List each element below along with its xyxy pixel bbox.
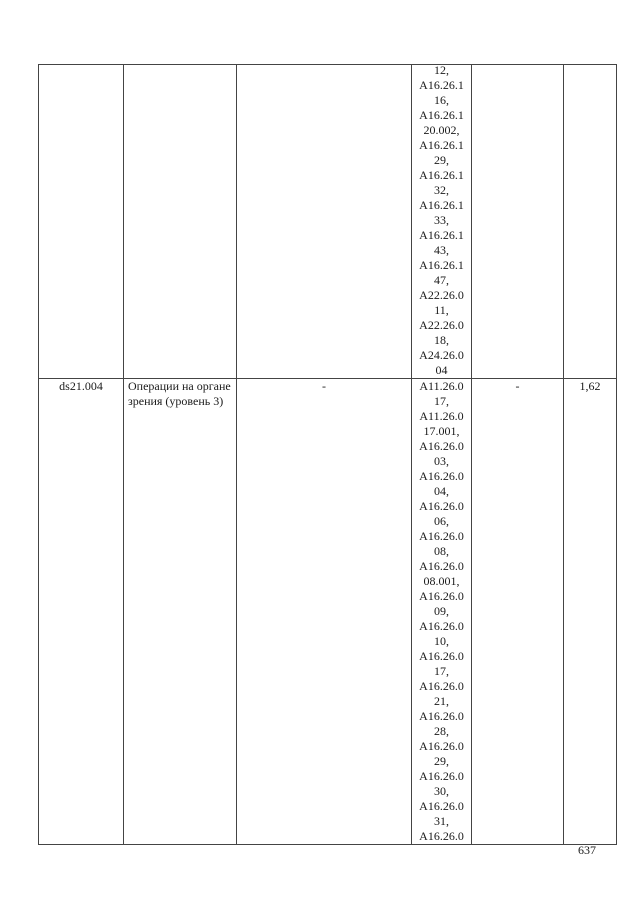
service-code-line: 17.001, — [423, 424, 460, 438]
service-code-line: 17, — [434, 394, 449, 408]
service-code-line: A16.26.1 — [419, 138, 464, 152]
service-code-line: A16.26.0 — [419, 619, 464, 633]
service-code-line: 09, — [434, 604, 449, 618]
service-code-line: A16.26.0 — [419, 799, 464, 813]
service-code-line: 16, — [434, 93, 449, 107]
service-code-line: A16.26.0 — [419, 649, 464, 663]
code-cell — [39, 65, 124, 379]
service-code-line: 11, — [434, 303, 449, 317]
service-code-line: 21, — [434, 694, 449, 708]
service-code-line: 29, — [434, 754, 449, 768]
service-code-line: 33, — [434, 213, 449, 227]
service-code-line: 08.001, — [423, 574, 460, 588]
service-code-line: A16.26.0 — [419, 769, 464, 783]
service-code-line: A16.26.0 — [419, 679, 464, 693]
service-code-line: A16.26.0 — [419, 469, 464, 483]
service-code-line: 10, — [434, 634, 449, 648]
service-code-line: A16.26.0 — [419, 559, 464, 573]
service-code-line: 31, — [434, 814, 449, 828]
service-code-line: A16.26.1 — [419, 228, 464, 242]
service-code-line: 03, — [434, 454, 449, 468]
table-row — [39, 379, 617, 845]
service-code-line: 04, — [434, 484, 449, 498]
service-code-line: A16.26.0 — [419, 529, 464, 543]
code-cell: ds21.004 — [39, 379, 124, 845]
service-code-line: 20.002, — [423, 123, 460, 137]
service-code-line: 30, — [434, 784, 449, 798]
services-list — [412, 379, 471, 844]
service-code-line: A16.26.0 — [419, 589, 464, 603]
service-code-line: A16.26.1 — [419, 198, 464, 212]
service-code-line: A22.26.0 — [419, 288, 464, 302]
service-code-line: A16.26.0 — [419, 439, 464, 453]
service-code-line: A16.26.0 — [419, 499, 464, 513]
service-code-line: A24.26.0 — [419, 348, 464, 362]
coefficient-cell: 1,62 — [564, 379, 617, 845]
service-code-line: A22.26.0 — [419, 318, 464, 332]
service-code-line: A16.26.1 — [419, 108, 464, 122]
coefficient-cell — [564, 65, 617, 379]
service-code-line: 47, — [434, 273, 449, 287]
service-code-line: 32, — [434, 183, 449, 197]
additional-criteria-cell: - — [472, 379, 564, 845]
criteria-cell: - — [237, 379, 412, 845]
services-cell — [412, 379, 472, 845]
service-code-line: 17, — [434, 664, 449, 678]
service-code-line: A16.26.0 — [419, 709, 464, 723]
criteria-cell — [237, 65, 412, 379]
service-code-line: A16.26.0 — [419, 739, 464, 753]
service-code-line: A16.26.1 — [419, 258, 464, 272]
service-code-line: A16.26.0 — [419, 829, 464, 843]
service-code-line: 43, — [434, 243, 449, 257]
name-cell — [124, 65, 237, 379]
services-cell — [412, 65, 472, 379]
service-code-line: 18, — [434, 333, 449, 347]
service-code-line: 29, — [434, 153, 449, 167]
service-code-line: 12, — [434, 63, 449, 77]
service-code-line: 28, — [434, 724, 449, 738]
services-list — [412, 63, 471, 378]
service-code-line: A11.26.0 — [419, 379, 464, 393]
page-number: 637 — [578, 843, 596, 857]
table-row — [39, 65, 617, 379]
name-cell: Операции на органе зрения (уровень 3) — [124, 379, 237, 845]
tariff-table — [38, 64, 617, 845]
service-code-line: A16.26.1 — [419, 78, 464, 92]
service-code-line: 08, — [434, 544, 449, 558]
service-code-line: A16.26.1 — [419, 168, 464, 182]
service-code-line: 06, — [434, 514, 449, 528]
additional-criteria-cell — [472, 65, 564, 379]
service-code-line: 04 — [435, 363, 448, 377]
service-code-line: A11.26.0 — [419, 409, 464, 423]
